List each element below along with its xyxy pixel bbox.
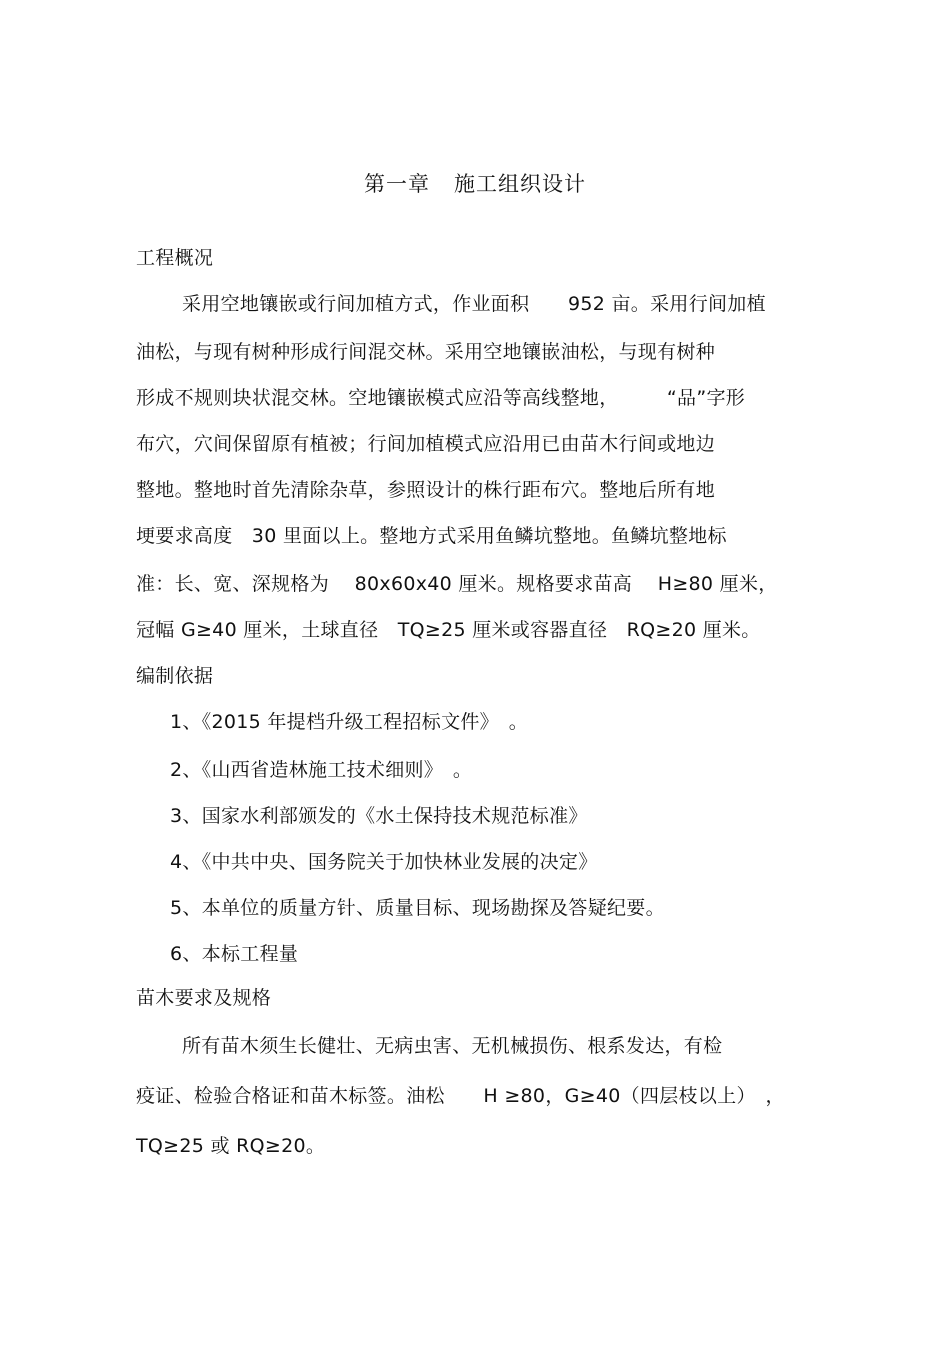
section-heading-basis: 编制依据 (136, 665, 214, 687)
seedlings-line: 疫证、检验合格证和苗木标签。油松 H ≥80，G≥40（四层枝以上） ， (136, 1085, 785, 1107)
overview-line: 油松，与现有树种形成行间混交林。采用空地镶嵌油松，与现有树种 (136, 341, 716, 363)
overview-line: 冠幅 G≥40 厘米，土球直径 TQ≥25 厘米或容器直径 RQ≥20 厘米。 (136, 619, 761, 641)
chapter-number: 第一章 (364, 172, 430, 196)
overview-line: 布穴，穴间保留原有植被；行间加植模式应沿用已由苗木行间或地边 (136, 433, 716, 455)
basis-item: 3、国家水利部颁发的《水土保持技术规范标准》 (170, 805, 588, 827)
basis-item: 4、《中共中央、国务院关于加快林业发展的决定》 (170, 851, 598, 873)
basis-item: 1、《2015 年提档升级工程招标文件》 。 (170, 711, 529, 733)
chapter-title (0, 170, 950, 198)
basis-item: 5、本单位的质量方针、质量目标、现场勘探及答疑纪要。 (170, 897, 665, 919)
chapter-name: 施工组织设计 (454, 172, 586, 196)
seedlings-line: TQ≥25 或 RQ≥20。 (136, 1135, 326, 1157)
overview-line: 采用空地镶嵌或行间加植方式，作业面积 952 亩。采用行间加植 (182, 293, 766, 315)
overview-line: 埂要求高度 30 里面以上。整地方式采用鱼鳞坑整地。鱼鳞坑整地标 (136, 525, 727, 547)
overview-line: 准：长、宽、深规格为 80x60x40 厘米。规格要求苗高 H≥80 厘米， (136, 573, 778, 595)
seedlings-line: 所有苗木须生长健壮、无病虫害、无机械损伤、根系发达，有检 (182, 1035, 723, 1057)
section-heading-overview: 工程概况 (136, 247, 214, 269)
basis-item: 2、《山西省造林施工技术细则》 。 (170, 759, 473, 781)
overview-line: 整地。整地时首先清除杂草，参照设计的株行距布穴。整地后所有地 (136, 479, 716, 501)
section-heading-seedlings: 苗木要求及规格 (136, 987, 272, 1009)
basis-item: 6、本标工程量 (170, 943, 299, 965)
overview-line: 形成不规则块状混交林。空地镶嵌模式应沿等高线整地， “品”字形 (136, 387, 746, 409)
